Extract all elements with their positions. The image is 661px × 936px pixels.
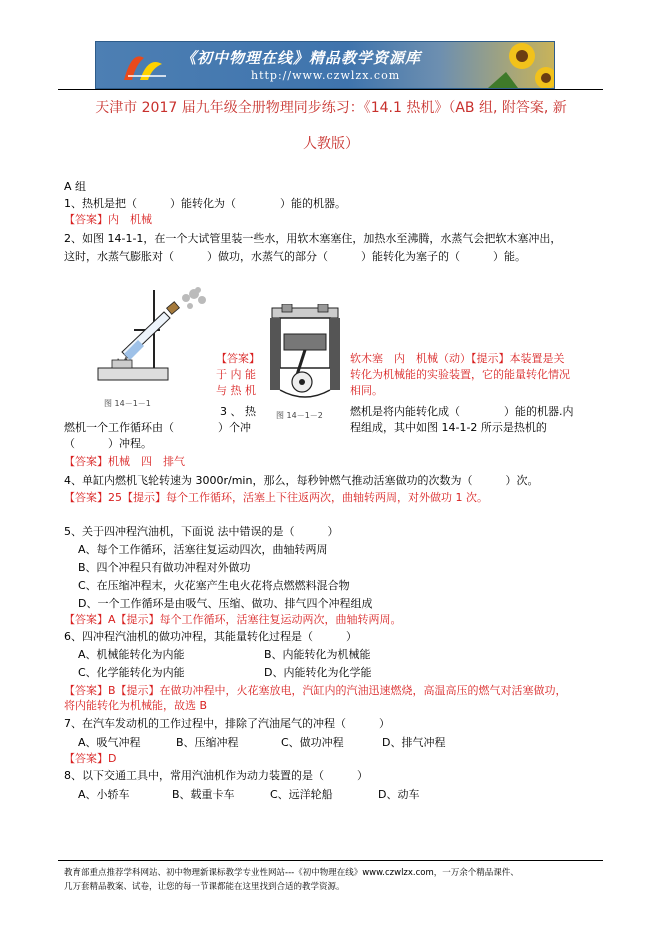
question-2-line1: 2、如图 14-1-1，在一个大试管里装一些水，用软木塞塞住，加热水至沸腾，水蒸气会把软木塞冲出，	[64, 232, 562, 245]
figure-2-caption: 图 14－1－2	[276, 411, 323, 420]
question-4: 4、单缸内燃机飞轮转速为 3000r/min，那么，每秒钟燃气推动活塞做功的次数为（ ）次。	[64, 474, 539, 487]
question-8: 8、以下交通工具中，常用汽油机作为动力装置的是（ ）	[64, 769, 368, 782]
question-3-line2: 燃机一个工作循环由（ ）个冲	[64, 421, 251, 434]
engine-figure	[264, 304, 346, 404]
page-title-line1: 天津市 2017 届九年级全册物理同步练习：《14.1 热机》（AB 组, 附答案, 新	[95, 100, 567, 116]
option-8b: B、载重卡车	[172, 788, 235, 801]
answer-2-label: 【答案】	[216, 352, 260, 365]
option-5d: D、一个工作循环是由吸气、压缩、做功、排气四个冲程组成	[78, 597, 373, 610]
site-banner	[95, 41, 555, 89]
option-6d: D、内能转化为化学能	[264, 666, 372, 679]
answer-5: 【答案】A【提示】每个工作循环，活塞往复运动两次，曲轴转两周。	[64, 613, 402, 626]
question-3-right2: 程组成，其中如图 14-1-2 所示是热机的	[350, 421, 547, 434]
logo-icon	[118, 46, 172, 84]
option-7a: A、吸气冲程	[78, 736, 141, 749]
option-8d: D、动车	[378, 788, 420, 801]
question-3-lead: 3 、 热	[220, 405, 256, 418]
figure-1-caption: 图 14－1－1	[104, 399, 151, 408]
question-2-line2: 这时，水蒸气膨胀对（ ）做功，水蒸气的部分（ ）能转化为塞子的（ ）能。	[64, 250, 526, 263]
option-7b: B、压缩冲程	[176, 736, 239, 749]
question-7: 7、在汽车发动机的工作过程中，排除了汽油尾气的冲程（ ）	[64, 717, 390, 730]
option-5c: C、在压缩冲程末，火花塞产生电火花将点燃燃料混合物	[78, 579, 350, 592]
option-7c: C、做功冲程	[281, 736, 344, 749]
answer-3: 【答案】机械 四 排气	[64, 455, 185, 468]
footer-rule	[58, 860, 603, 861]
footer-line2: 几万套精品教案、试卷，让您的每一节课都能在这里找到合适的教学资源。	[64, 882, 345, 892]
sunflower-icon	[488, 42, 554, 88]
question-3-line3: （ ）冲程。	[64, 437, 152, 450]
option-5b: B、四个冲程只有做功冲程对外做功	[78, 561, 251, 574]
answer-6-line1: 【答案】B【提示】在做功冲程中，火花塞放电，汽缸内的汽油迅速燃烧，高温高压的燃气对活塞做功，	[64, 684, 567, 697]
test-tube-figure	[94, 282, 212, 392]
answer-2-right3: 相同。	[350, 384, 383, 397]
header-rule	[58, 89, 603, 90]
answer-1: 【答案】内 机械	[64, 213, 152, 226]
footer-line1: 教育部重点推荐学科网站、初中物理新课标教学专业性网站---《初中物理在线》www.czwlzx.com，一万余个精品课件、	[64, 868, 519, 878]
answer-2-col2: 与 热 机	[216, 384, 256, 397]
option-7d: D、排气冲程	[382, 736, 446, 749]
answer-2-right2: 转化为机械能的实验装置，它的能量转化情况	[350, 368, 570, 381]
option-8a: A、小轿车	[78, 788, 130, 801]
answer-7: 【答案】D	[64, 752, 117, 765]
answer-4: 【答案】25【提示】每个工作循环，活塞上下往返两次，曲轴转两周，对外做功 1 次。	[64, 491, 488, 504]
option-6b: B、内能转化为机械能	[264, 648, 371, 661]
banner-url[interactable]: http://www.czwlzx.com	[251, 69, 401, 82]
page-title-line2: 人教版）	[303, 136, 359, 152]
answer-2-col1: 于 内 能	[216, 368, 256, 381]
question-3-right1: 燃机是将内能转化成（ ）能的机器.内	[350, 405, 574, 418]
section-heading: A 组	[64, 180, 87, 193]
option-6a: A、机械能转化为内能	[78, 648, 185, 661]
question-5: 5、关于四冲程汽油机，下面说 法中错误的是（ ）	[64, 525, 339, 538]
option-6c: C、化学能转化为内能	[78, 666, 185, 679]
option-8c: C、远洋轮船	[270, 788, 333, 801]
question-1: 1、热机是把（ ）能转化为（ ）能的机器。	[64, 197, 346, 210]
answer-2-right1: 软木塞 内 机械（动）【提示】本装置是关	[350, 352, 565, 365]
answer-6-line2: 将内能转化为机械能，故选 B	[64, 699, 208, 712]
option-5a: A、每个工作循环，活塞往复运动四次，曲轴转两周	[78, 543, 328, 556]
banner-title: 《初中物理在线》精品教学资源库	[181, 49, 422, 67]
question-6: 6、四冲程汽油机的做功冲程，其能量转化过程是（ ）	[64, 630, 357, 643]
